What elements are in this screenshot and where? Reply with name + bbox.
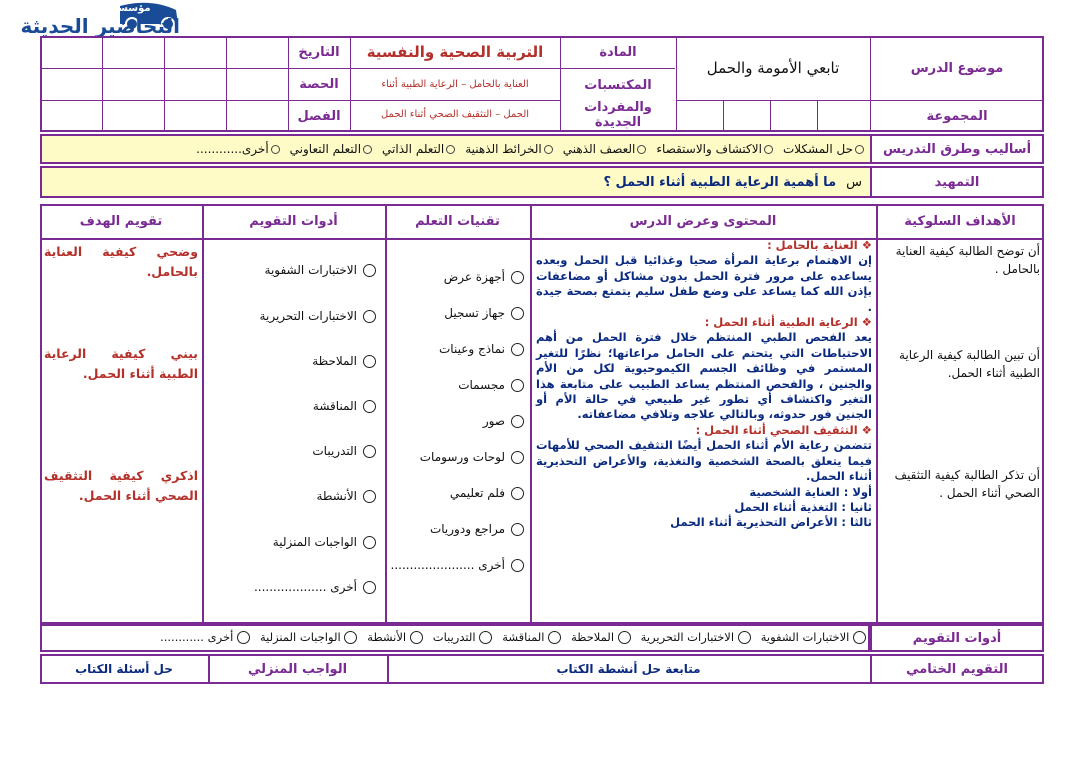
- radio-icon[interactable]: [511, 559, 524, 572]
- logo-line2: التحاضير الحديثة: [20, 14, 180, 38]
- technique-item[interactable]: نماذج وعينات: [439, 342, 524, 356]
- date-label: التاريخ: [298, 44, 340, 60]
- gains-value-1: العناية بالحامل – الرعاية الطبية أثناء: [381, 78, 529, 90]
- bottom-tool-item[interactable]: أخرى ............: [160, 630, 250, 644]
- method-item[interactable]: الاكتشاف والاستقصاء: [656, 142, 773, 156]
- col-evaluation: تقويم الهدف: [79, 213, 163, 229]
- content-list-2: ثانيا : التغذية أثناء الحمل: [734, 499, 872, 514]
- bottom-tool-item[interactable]: الملاحظة: [571, 630, 631, 644]
- radio-icon[interactable]: [511, 487, 524, 500]
- tool-item[interactable]: التدريبات: [312, 444, 376, 458]
- content-list-1: أولا : العناية الشخصية: [749, 484, 872, 499]
- topic-value: تابعي الأمومة والحمل: [706, 59, 840, 77]
- radio-icon[interactable]: [344, 631, 357, 644]
- tool-item[interactable]: الأنشطة: [317, 489, 377, 503]
- method-item[interactable]: التعلم الذاتي: [382, 142, 455, 156]
- col-content: المحتوى وعرض الدرس: [629, 213, 777, 229]
- technique-item[interactable]: لوحات ورسومات: [420, 450, 524, 464]
- group-label: المجموعة: [926, 108, 988, 124]
- content-body: [536, 238, 872, 531]
- method-item[interactable]: التعلم التعاوني: [290, 142, 372, 156]
- content-paragraph-2: يعد الفحص الطبي المنتظم خلال فترة الحمل من أهم الاحتياطات التي يتحتم على الحامل مراعاتها؛ نظرًا للتغير المستمر في وظائف الجسم الكيموحيوية لكل من الأم والجنين ، والفحص المنتظم يساعد الطبيب على متابعة هذا التغير واكتشاف أي تطور غير طبيعي في حالة الأم أو الجنين فور حدوثه، وبالتالي علاجه وتلافي مضاعفاته.: [536, 330, 872, 422]
- content-heading-2: ❖ الرعاية الطبية أثناء الحمل :: [704, 315, 872, 330]
- gains-value-2: الحمل – التثقيف الصحي أثناء الحمل: [380, 108, 530, 120]
- technique-item[interactable]: فلم تعليمي: [450, 486, 524, 500]
- radio-icon[interactable]: [363, 490, 376, 503]
- method-item[interactable]: الخرائط الذهنية: [465, 142, 553, 156]
- bottom-tools-list: [60, 624, 866, 650]
- content-paragraph-1: إن الاهتمام برعاية المرأة صحيا وغذائيا قبل الحمل وبعده يساعده على مرور فترة الحمل بدون مشاكل أو مضاعفات بإذن الله كما يساعد على وضع طفل سليم يتمتع بصحة جيدة .: [536, 253, 872, 314]
- content-list-3: ثالثا : الأعراض التحذيرية أثناء الحمل: [670, 515, 872, 530]
- radio-icon[interactable]: [511, 343, 524, 356]
- technique-item[interactable]: أخرى ......................: [391, 558, 525, 572]
- content-heading-3: ❖ التثقيف الصحي أثناء الحمل :: [695, 422, 872, 437]
- radio-icon[interactable]: [363, 536, 376, 549]
- content-heading-1: ❖ العناية بالحامل :: [767, 238, 872, 252]
- technique-item[interactable]: صور: [483, 414, 524, 428]
- bottom-tool-item[interactable]: الاختبارات الشفوية: [761, 630, 866, 644]
- radio-icon[interactable]: [363, 445, 376, 458]
- topic-label: موضوع الدرس: [910, 60, 1004, 76]
- bottom-tool-item[interactable]: الواجبات المنزلية: [260, 630, 357, 644]
- method-item[interactable]: العصف الذهني: [563, 142, 647, 156]
- col-tools: أدوات التقويم: [249, 213, 338, 229]
- tool-item[interactable]: الملاحظة: [312, 354, 376, 368]
- tool-item[interactable]: الاختبارات الشفوية: [265, 263, 376, 277]
- bottom-tools-label: أدوات التقويم: [912, 630, 1002, 646]
- tool-item[interactable]: الاختبارات التحريرية: [260, 309, 376, 323]
- content-paragraph-3: تتضمن رعاية الأم أثناء الحمل أيضًا التثقيف الصحي للأمهات فيما يتعلق بالصحة الشخصية والتغذية، والأعراض التحذيرية أثناء الحمل.: [536, 438, 872, 484]
- bottom-tool-item[interactable]: التدريبات: [433, 630, 492, 644]
- technique-item[interactable]: أجهزة عرض: [444, 270, 524, 284]
- radio-icon[interactable]: [738, 631, 751, 644]
- bottom-tool-item[interactable]: المناقشة: [502, 630, 561, 644]
- tool-item[interactable]: الواجبات المنزلية: [273, 535, 376, 549]
- col-techniques: تقنيات التعلم: [415, 213, 500, 229]
- evaluation-3: اذكري كيفية التثقيف الصحي أثناء الحمل.: [44, 468, 198, 503]
- col-objectives: الأهداف السلوكية: [904, 213, 1016, 229]
- final-label: التقويم الختامي: [906, 661, 1008, 677]
- period-label: الحصة: [299, 76, 339, 92]
- technique-item[interactable]: جهاز تسجيل: [444, 306, 524, 320]
- radio-icon[interactable]: [479, 631, 492, 644]
- radio-icon[interactable]: [363, 264, 376, 277]
- methods-list: [52, 134, 864, 164]
- method-item[interactable]: حل المشكلات: [783, 142, 864, 156]
- radio-icon[interactable]: [363, 581, 376, 594]
- bottom-tool-item[interactable]: الاختبارات التحريرية: [641, 630, 751, 644]
- radio-icon[interactable]: [363, 310, 376, 323]
- radio-icon[interactable]: [511, 379, 524, 392]
- radio-icon[interactable]: [511, 307, 524, 320]
- radio-icon[interactable]: [237, 631, 250, 644]
- radio-icon[interactable]: [511, 523, 524, 536]
- final-homework-label: الواجب المنزلي: [247, 661, 348, 677]
- subject-label: المادة: [599, 44, 637, 60]
- objective-3: أن تذكر الطالبة كيفية التثقيف الصحي أثناء الحمل .: [894, 468, 1040, 500]
- objective-2: أن تبين الطالبة كيفية الرعاية الطبية أثناء الحمل.: [899, 348, 1040, 380]
- final-activities: متابعة حل أنشطة الكتاب: [556, 662, 701, 676]
- intro-label: التمهيد: [934, 174, 980, 190]
- tool-item[interactable]: أخرى ...................: [254, 580, 376, 594]
- gains-label-2: والمفردات الجديدة: [584, 100, 652, 130]
- radio-icon[interactable]: [853, 631, 866, 644]
- objective-1: أن توضح الطالبة كيفية العناية بالحامل .: [895, 244, 1040, 276]
- intro-prefix: س: [846, 174, 862, 190]
- logo-line1: مؤسسة: [112, 3, 151, 14]
- radio-icon[interactable]: [511, 415, 524, 428]
- radio-icon[interactable]: [511, 451, 524, 464]
- radio-icon[interactable]: [548, 631, 561, 644]
- radio-icon[interactable]: [511, 271, 524, 284]
- final-book-questions: حل أسئلة الكتاب: [75, 662, 173, 676]
- intro-question-row: [300, 166, 862, 198]
- radio-icon[interactable]: [618, 631, 631, 644]
- bottom-tool-item[interactable]: الأنشطة: [367, 630, 422, 644]
- gains-label-1: المكتسبات: [584, 77, 652, 93]
- evaluation-2: بيني كيفية الرعاية الطبية أثناء الحمل.: [44, 346, 198, 381]
- tool-item[interactable]: المناقشة: [313, 399, 376, 413]
- methods-label: أساليب وطرق التدريس: [882, 141, 1032, 157]
- class-label: الفصل: [297, 108, 341, 124]
- radio-icon[interactable]: [363, 355, 376, 368]
- evaluation-1: وضحي كيفية العناية بالحامل.: [44, 244, 198, 279]
- method-item[interactable]: أخرى............: [196, 142, 280, 156]
- intro-question: ما أهمية الرعاية الطبية أثناء الحمل ؟: [603, 174, 837, 190]
- radio-icon[interactable]: [363, 400, 376, 413]
- technique-item[interactable]: مراجع ودوريات: [430, 522, 524, 536]
- subject-value: التربية الصحية والنفسية: [366, 43, 544, 61]
- technique-item[interactable]: مجسمات: [458, 378, 524, 392]
- radio-icon[interactable]: [410, 631, 423, 644]
